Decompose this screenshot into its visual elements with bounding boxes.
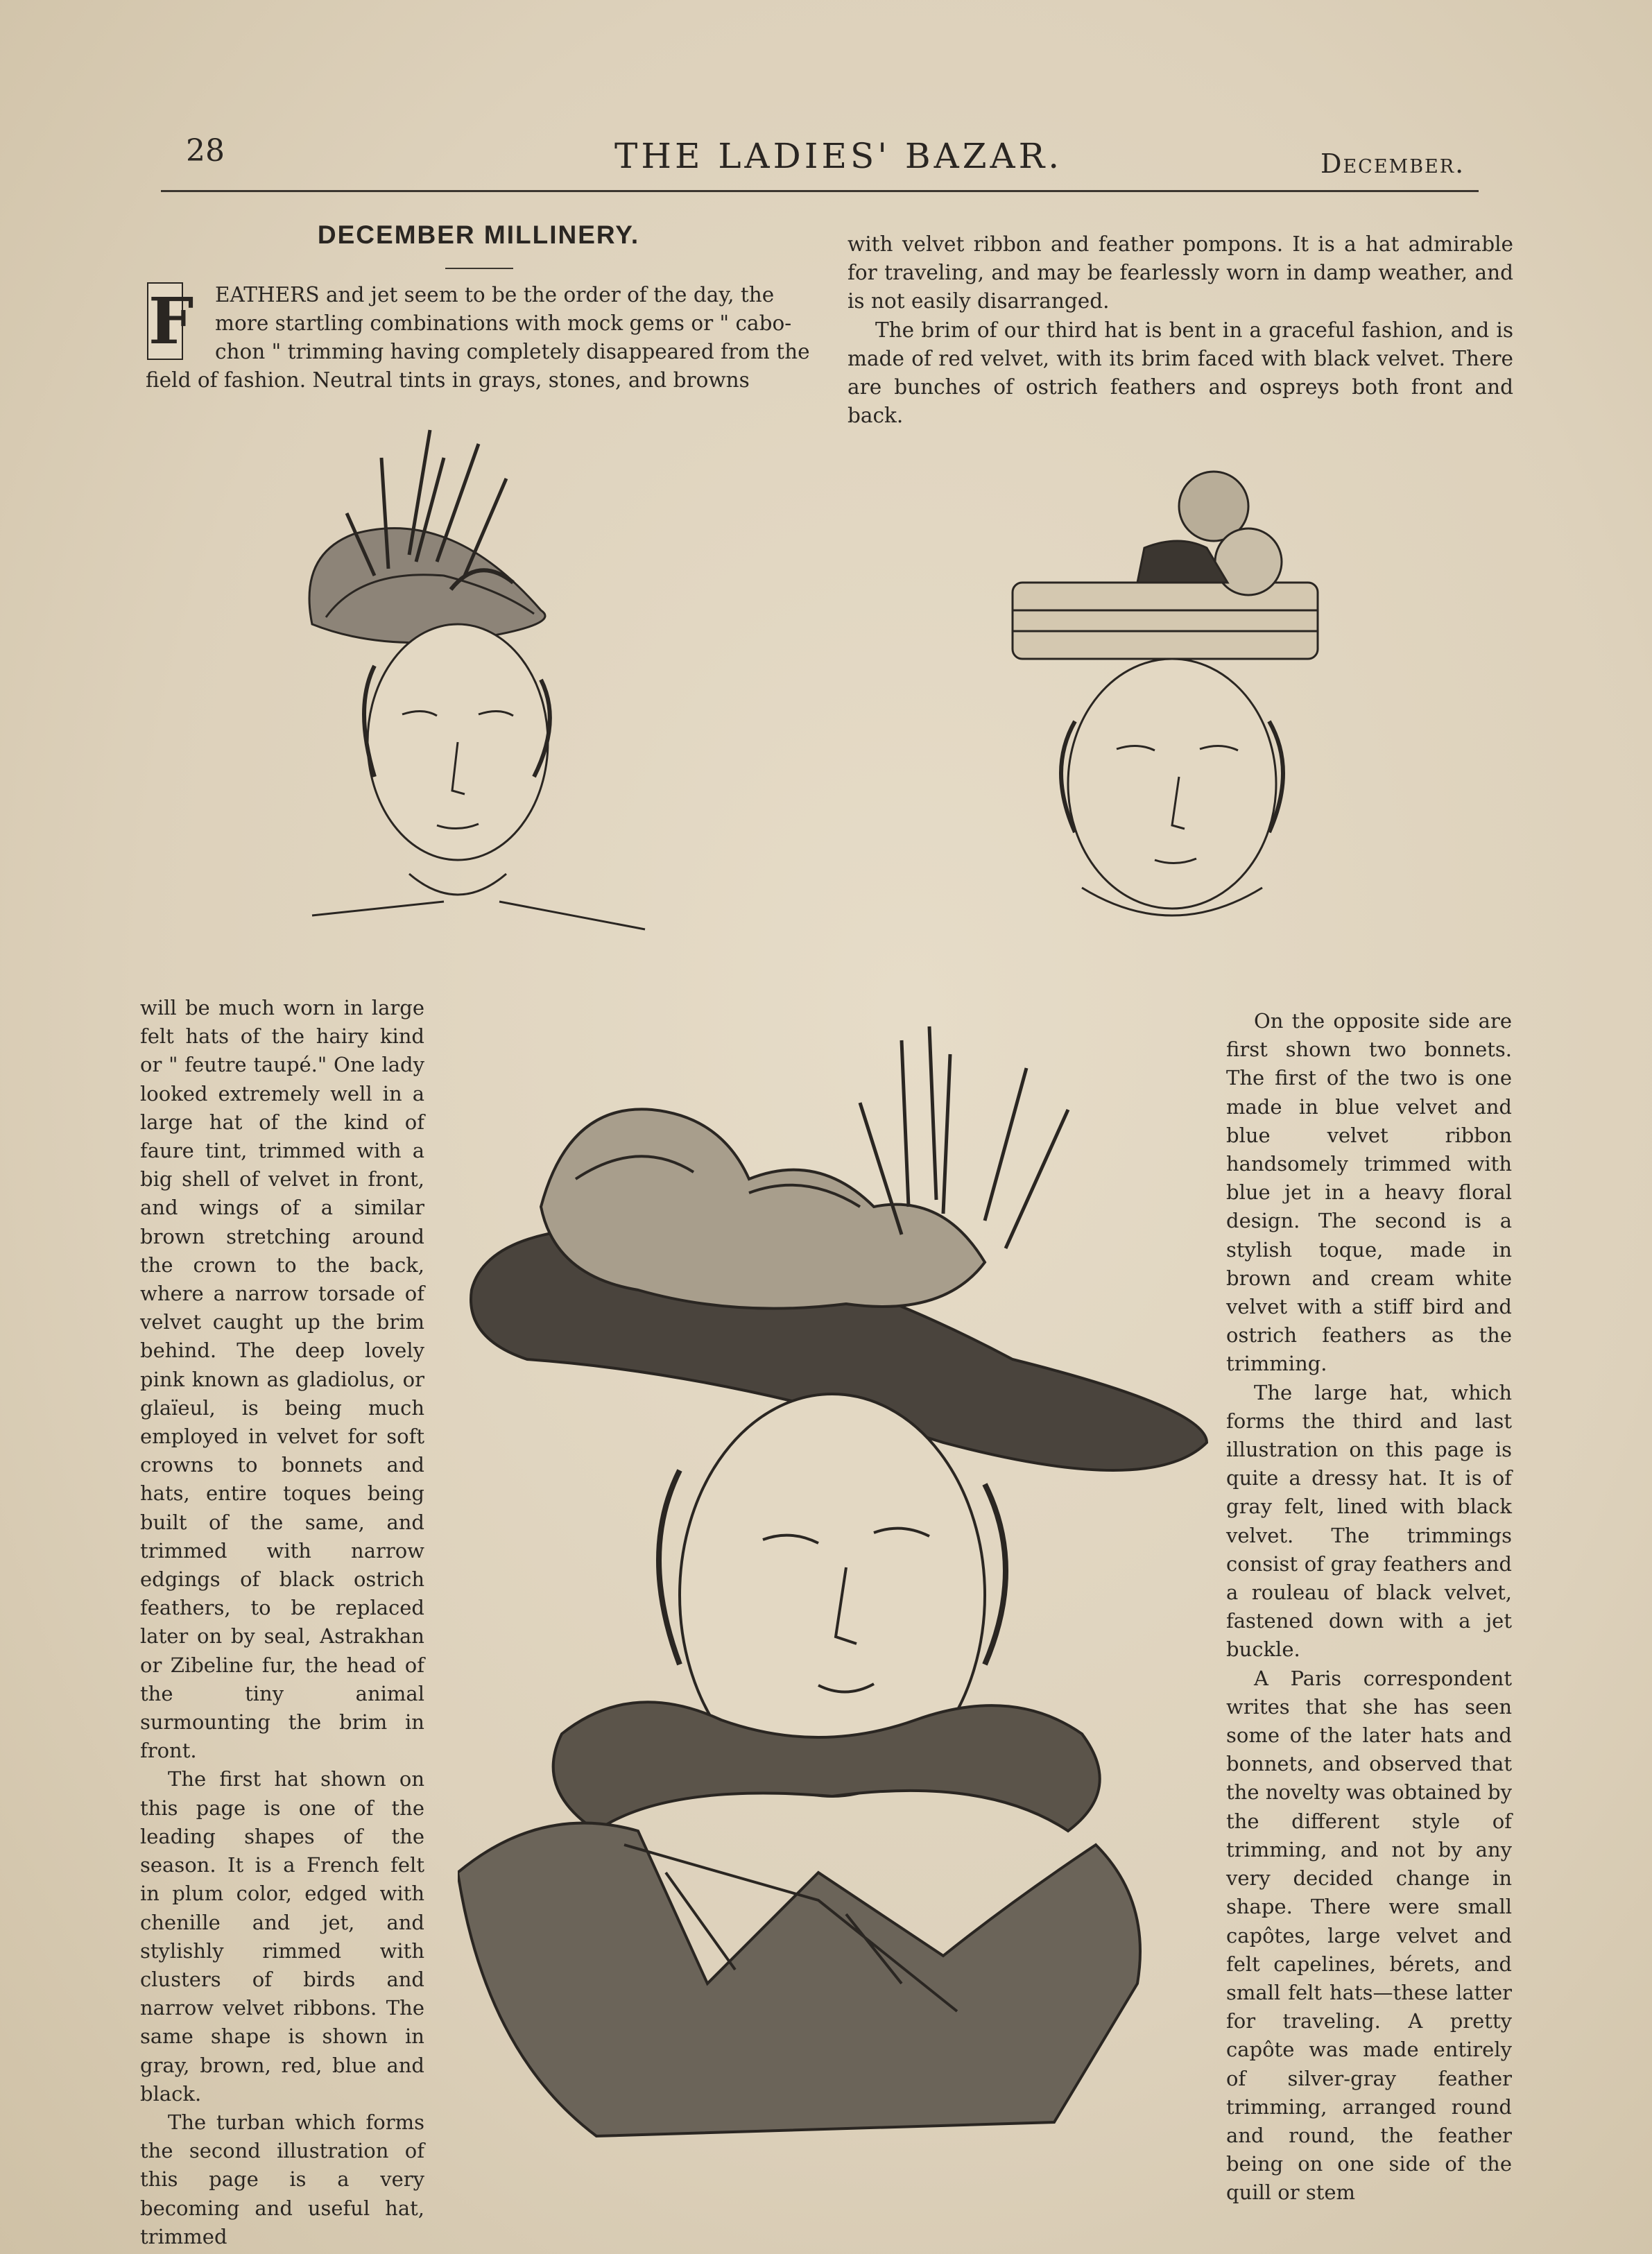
top-right-column bbox=[847, 230, 1513, 430]
second-hat-engraving bbox=[999, 444, 1373, 943]
article-title: DECEMBER MILLINERY. bbox=[317, 221, 640, 249]
paragraph: A Paris correspondent writes that she has seen some of the later hats and bonnets, and observed that the novelty was obtained by the different style of trimming, and not by any very decided change in shape. There were small capôtes, large velvet and felt capelines, bérets, and small felt hats—these latter for traveling. A pretty capôte was made entirely of silver-gray feather trimming, arranged round and round, the feather being on one side of the quill or stem bbox=[1226, 1666, 1512, 2205]
paragraph: The turban which forms the second illustration of this page is a very becoming and useful hat, trimmed bbox=[140, 2110, 424, 2248]
paragraph: with velvet ribbon and feather pompons. It is a hat admirable for traveling, and may be fearlessly worn in damp weather, and is not easily disarranged. bbox=[847, 232, 1513, 313]
intro-line-3: chon " trimming having completely disappeared from the bbox=[215, 340, 810, 363]
issue-month: December. bbox=[1320, 148, 1465, 179]
left-column bbox=[140, 994, 424, 2251]
title-rule bbox=[445, 268, 513, 269]
paragraph: The first hat shown on this page is one of the leading shapes of the season. It is a French felt in plum color, edged with chenille and jet, and stylishly rimmed with clusters of birds and narrow velvet ribbons. The same shape is shown in gray, brown, red, blue and black. bbox=[140, 1767, 424, 2106]
right-column bbox=[1226, 1007, 1512, 2208]
drop-cap: F bbox=[148, 284, 194, 359]
paragraph: The brim of our third hat is bent in a graceful fashion, and is made of red velvet, with its brim faced with black velvet. There are bunches of ostrich feathers and ospreys both front and back. bbox=[847, 318, 1513, 428]
hat-illustration-large-dressy-hat bbox=[458, 999, 1221, 2164]
intro-line-4: field of fashion. Neutral tints in grays, stones, and browns bbox=[146, 368, 750, 392]
header-rule bbox=[161, 190, 1479, 192]
magazine-title: THE LADIES' BAZAR. bbox=[614, 136, 1063, 176]
paragraph: The large hat, which forms the third and last illustration on this page is quite a dressy hat. It is of gray felt, lined with black velvet. The trimmings consist of gray feathers and a rouleau of black velvet, fastened down with a jet buckle. bbox=[1226, 1380, 1512, 1662]
paragraph: On the opposite side are first shown two bonnets. The first of the two is one made in blue velvet and blue velvet ribbon handsomely trimmed with blue jet in a heavy floral design. The second is a stylish toque, made in brown and cream white velvet with a stiff bird and ostrich feathers as the trimming. bbox=[1226, 1009, 1512, 1376]
hat-illustration-plumed-felt bbox=[270, 416, 687, 950]
first-hat-engraving bbox=[270, 416, 687, 950]
paragraph: will be much worn in large felt hats of the hairy kind or " feutre taupé." One lady looked extremely well in a large hat of the kind of faure tint, trimmed with a big shell of velvet in front, and wings of a similar brown stretching around the crown to the back, where a narrow torsade of velvet caught up the brim behind. The deep lovely pink known as gladiolus, or glaïeul, is being much employed in velvet for soft crowns to bonnets and hats, entire toques being built of the same, and trimmed with narrow edgings of black ostrich feathers, to be replaced later on by seal, Astrakhan or Zibeline fur, the head of the tiny animal surmounting the brim in front. bbox=[140, 996, 424, 1763]
intro-line-2: more startling combinations with mock gems or " cabo- bbox=[215, 311, 792, 335]
third-hat-engraving bbox=[458, 999, 1221, 2164]
intro-line-1: EATHERS and jet seem to be the order of the day, the bbox=[215, 283, 775, 307]
hat-illustration-turban bbox=[999, 444, 1373, 943]
page-number: 28 bbox=[186, 133, 225, 169]
